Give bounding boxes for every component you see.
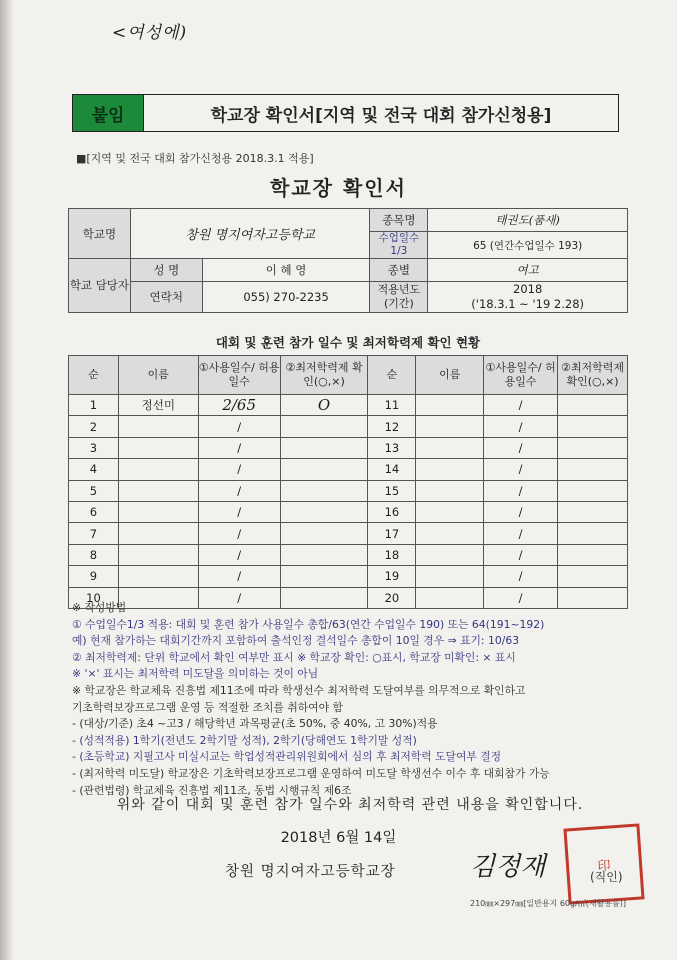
days-used: /	[198, 523, 280, 544]
min-academic-check	[280, 523, 368, 544]
student-name	[118, 544, 198, 565]
days-used: /	[484, 587, 558, 608]
days-used: /	[198, 544, 280, 565]
days-used: /	[484, 501, 558, 522]
note-line: ※ 학교장은 학교체육 진흥법 제11조에 따라 학생선수 최저학력 도달여부를 의무적으로 확인하고	[72, 683, 526, 697]
min-academic-check	[558, 544, 628, 565]
days-used: /	[484, 395, 558, 416]
header-cell: ①사용일수/ 허용일수	[484, 356, 558, 395]
student-name	[118, 566, 198, 587]
days-used: /	[198, 416, 280, 437]
student-name	[416, 437, 484, 458]
note-line: 기초학력보장프로그램 운영 등 적절한 조치를 취하여야 함	[72, 700, 343, 714]
seal-label: (직인)	[590, 870, 623, 884]
document-title: 학교장 확인서	[270, 176, 407, 200]
row-number: 14	[368, 459, 416, 480]
min-academic-check	[558, 480, 628, 501]
note-line: - (최저학력 미도달) 학교장은 기초학력보장프로그램 운영하여 미도달 학생선수 이수 후 대회참가 가능	[72, 766, 550, 780]
school-value: 창원 명지여자고등학교	[130, 209, 370, 259]
officer-label: 학교 담당자	[69, 259, 131, 313]
days-used: /	[484, 544, 558, 565]
note-line: - (성적적용) 1학기(전년도 2학기말 성적), 2학기(당해연도 1학기말 성적)	[72, 733, 417, 747]
confirmation-statement: 위와 같이 대회 및 훈련 참가 일수와 최저학력 관련 내용을 확인합니다.	[116, 797, 584, 813]
applicability-note: ■[지역 및 전국 대회 참가신청용 2018.3.1 적용]	[76, 152, 314, 165]
year-label: 적용년도 (기간)	[370, 282, 428, 313]
row-number: 13	[368, 437, 416, 458]
row-number: 20	[368, 587, 416, 608]
min-academic-check	[558, 416, 628, 437]
min-academic-check	[280, 566, 368, 587]
table-row	[69, 566, 628, 587]
student-name	[416, 416, 484, 437]
row-number: 18	[368, 544, 416, 565]
row-number: 6	[69, 501, 119, 522]
note-line: ※ 작성방법	[72, 601, 127, 614]
note-line: 예) 현재 참가하는 대회기간까지 포함하여 출석인정 결석일수 총합이 10일 경우 ⇒ 표기: 10/63	[72, 634, 520, 648]
min-academic-check	[558, 395, 628, 416]
school-info-table	[68, 208, 628, 313]
table-body	[69, 395, 628, 609]
principal-title: 창원 명지여자고등학교장	[225, 864, 396, 880]
contact-label: 연락처	[130, 282, 202, 313]
days-used: /	[484, 416, 558, 437]
header-cell: 이름	[416, 356, 484, 395]
min-academic-check: O	[280, 395, 368, 416]
name-label: 성 명	[130, 259, 202, 282]
min-academic-check	[558, 459, 628, 480]
min-academic-check	[558, 523, 628, 544]
period-value: ('18.3.1 ~ '19 2.28)	[471, 297, 585, 311]
days-used: /	[198, 480, 280, 501]
paper-spec-footer: 210㎜×297㎜[일반용지 60g/㎡(재활용품)]	[470, 899, 627, 908]
row-number: 19	[368, 566, 416, 587]
row-number: 1	[69, 395, 119, 416]
min-academic-check	[280, 501, 368, 522]
days-used: /	[484, 566, 558, 587]
student-name	[416, 459, 484, 480]
official-seal-icon: 印	[563, 823, 644, 904]
row-number: 11	[368, 395, 416, 416]
student-name	[118, 501, 198, 522]
header-box	[72, 94, 619, 132]
student-name	[118, 523, 198, 544]
contact-value: 055) 270-2235	[202, 282, 370, 313]
row-number: 3	[69, 437, 119, 458]
header-cell: 순	[368, 356, 416, 395]
days-used: /	[484, 480, 558, 501]
row-number: 7	[69, 523, 119, 544]
row-number: 10	[69, 587, 119, 608]
student-name	[118, 459, 198, 480]
days-used: /	[484, 523, 558, 544]
header-title: 학교장 확인서[지역 및 전국 대회 참가신청용]	[210, 105, 552, 126]
min-academic-check	[280, 459, 368, 480]
days-used: /	[198, 437, 280, 458]
table-row	[69, 437, 628, 458]
days-used: /	[484, 459, 558, 480]
type-label: 종별	[370, 259, 428, 282]
table-row	[69, 395, 628, 416]
row-number: 2	[69, 416, 119, 437]
event-label: 종목명	[370, 209, 428, 232]
min-academic-check	[558, 437, 628, 458]
attachment-badge: 붙임	[73, 95, 144, 131]
min-academic-check	[558, 501, 628, 522]
type-value: 여고	[428, 259, 628, 282]
handwritten-note: <여성에)	[112, 23, 188, 43]
table-row	[69, 416, 628, 437]
days-used: /	[198, 566, 280, 587]
year-value: 2018	[513, 282, 543, 296]
student-name	[416, 395, 484, 416]
note-line: - (초등학교) 지필고사 미실시교는 학업성적관리위원회에서 심의 후 최저학력 도달여부 결정	[72, 750, 502, 764]
header-cell: ②최저학력제 확인(○,×)	[558, 356, 628, 395]
table-row	[69, 480, 628, 501]
min-academic-check	[280, 437, 368, 458]
principal-signature: 김정재	[470, 852, 546, 882]
table-row	[69, 523, 628, 544]
days-used: 2/65	[198, 395, 280, 416]
days-used: /	[198, 587, 280, 608]
note-line: ① 수업일수1/3 적용: 대회 및 훈련 참가 사용일수 총합/63(연간 수업일수 190) 또는 64(191~192)	[72, 617, 545, 631]
year-cell	[428, 282, 628, 313]
note-line: ② 최저학력제: 단위 학교에서 확인 여부만 표시 ※ 학교장 확인: ○표시, 학교장 미확인: × 표시	[72, 650, 516, 664]
table-header-row	[69, 356, 628, 395]
row-number: 15	[368, 480, 416, 501]
table-row	[69, 459, 628, 480]
row-number: 4	[69, 459, 119, 480]
event-value: 태권도(품새)	[428, 209, 628, 232]
min-academic-check	[280, 544, 368, 565]
table-row	[69, 544, 628, 565]
participation-table	[68, 355, 628, 609]
note-line: - (관련법령) 학교체육 진흥법 제11조, 동법 시행규칙 제6조	[72, 783, 352, 797]
row-number: 5	[69, 480, 119, 501]
header-cell: 이름	[118, 356, 198, 395]
table-row	[69, 501, 628, 522]
row-number: 9	[69, 566, 119, 587]
student-name	[416, 544, 484, 565]
header-cell: 순	[69, 356, 119, 395]
issue-date: 2018년 6월 14일	[280, 830, 397, 846]
participation-section-title: 대회 및 훈련 참가 일수 및 최저학력제 확인 현황	[215, 335, 481, 350]
student-name	[118, 437, 198, 458]
days-used: /	[484, 437, 558, 458]
instructions	[72, 600, 632, 799]
class-days-label: 수업일수 1/3	[370, 232, 428, 259]
student-name	[416, 480, 484, 501]
days-used: /	[198, 459, 280, 480]
days-used: /	[198, 501, 280, 522]
note-line: - (대상/기준) 초4 ~고3 / 해당학년 과목평균(초 50%, 중 40%, 고 30%)적용	[72, 717, 438, 731]
note-line: ※ '×' 표시는 최저학력 미도달을 의미하는 것이 아님	[72, 667, 319, 681]
row-number: 12	[368, 416, 416, 437]
student-name	[416, 566, 484, 587]
row-number: 16	[368, 501, 416, 522]
student-name	[118, 416, 198, 437]
row-number: 8	[69, 544, 119, 565]
paper-edge-shadow	[0, 0, 14, 960]
min-academic-check	[558, 566, 628, 587]
min-academic-check	[280, 416, 368, 437]
class-days-value: 65 (연간수업일수 193)	[428, 232, 628, 259]
school-label: 학교명	[69, 209, 131, 259]
header-cell: ①사용일수/ 허용일수	[198, 356, 280, 395]
student-name	[416, 523, 484, 544]
student-name	[416, 501, 484, 522]
officer-name: 이 혜 영	[202, 259, 370, 282]
student-name	[118, 480, 198, 501]
min-academic-check	[280, 480, 368, 501]
student-name: 정선미	[118, 395, 198, 416]
row-number: 17	[368, 523, 416, 544]
header-cell: ②최저학력제 확인(○,×)	[280, 356, 368, 395]
